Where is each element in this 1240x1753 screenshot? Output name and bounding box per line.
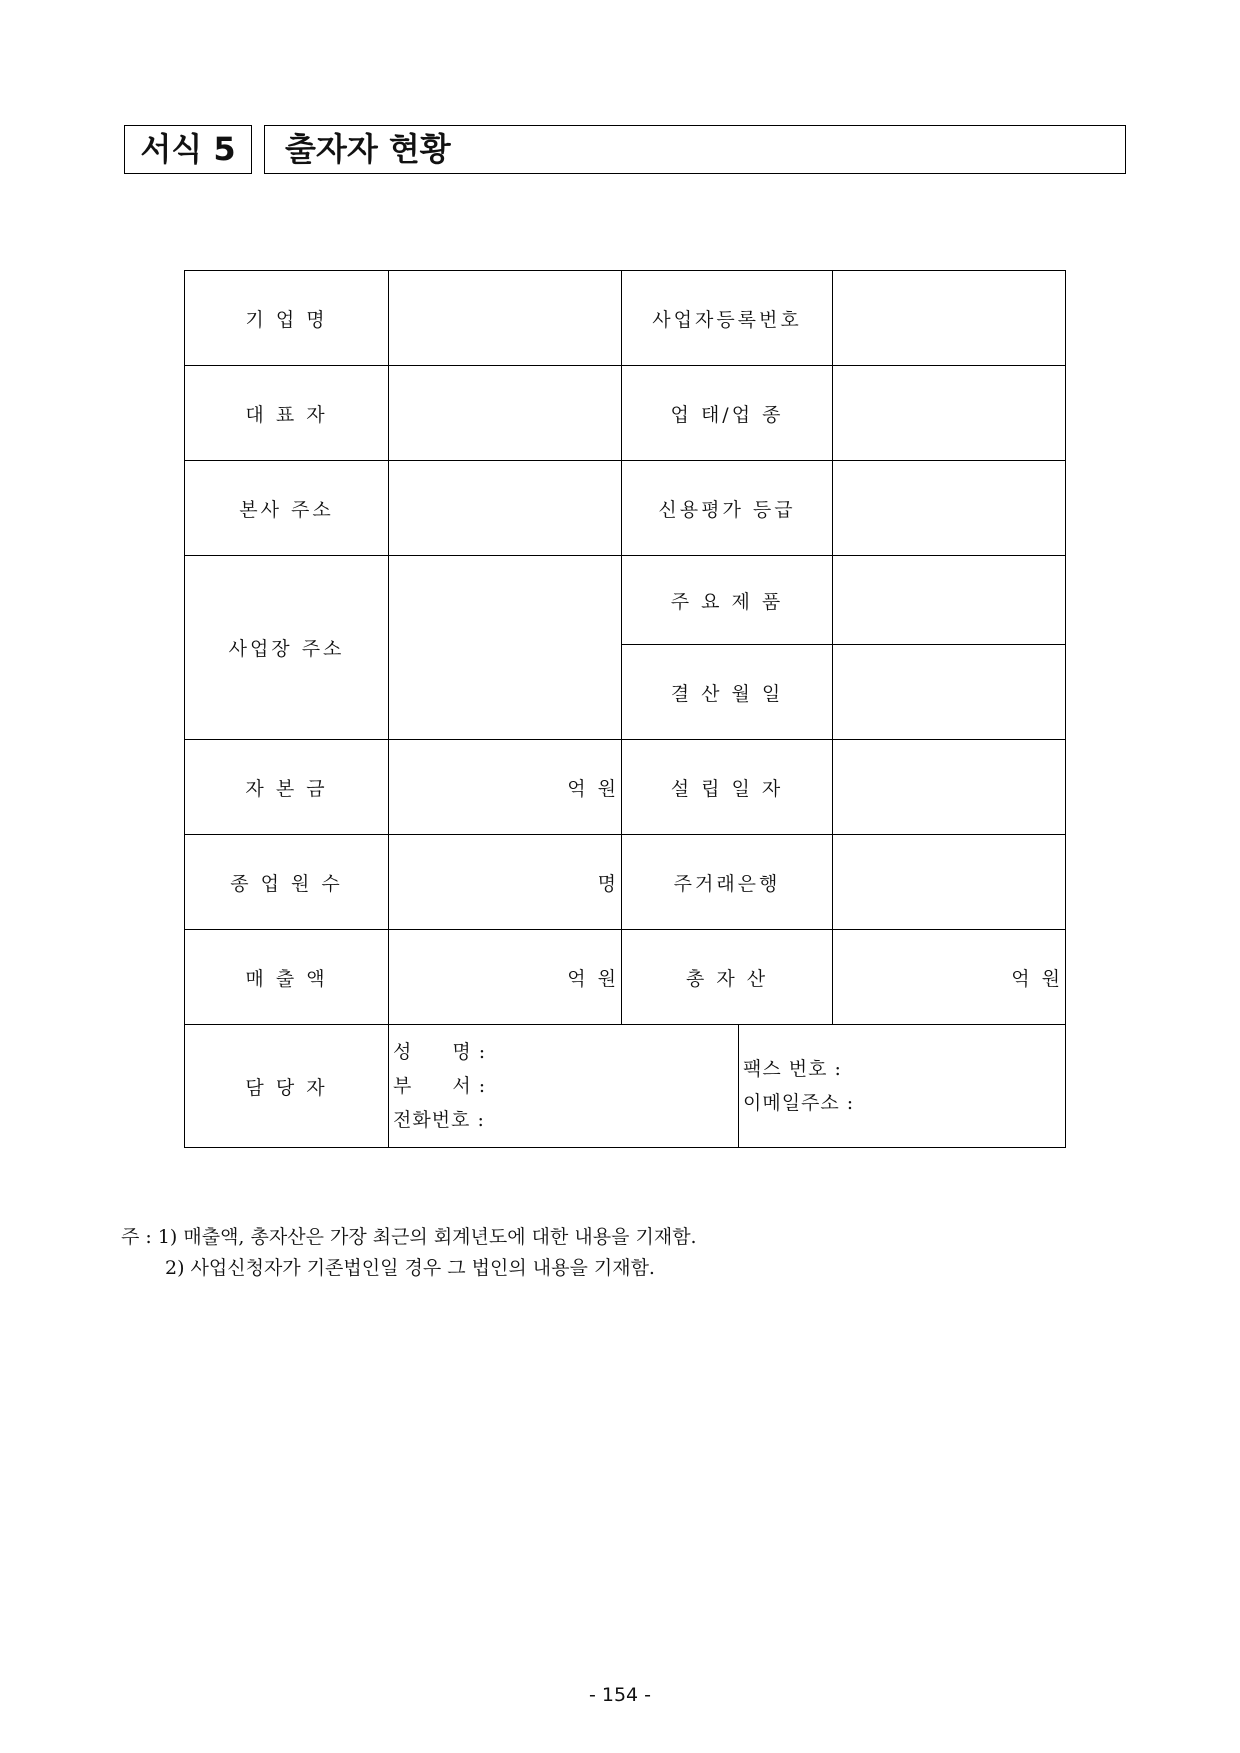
investor-table	[184, 270, 1066, 1148]
note-1: 주 : 1) 매출액, 총자산은 가장 최근의 회계년도에 대한 내용을 기재함.	[121, 1226, 697, 1248]
phone-label: 전화번호 :	[393, 1109, 485, 1131]
label: 총 자 산	[622, 930, 833, 1025]
notes	[121, 1222, 697, 1284]
value-unit[interactable]: 억 원	[389, 930, 622, 1025]
email-label: 이메일주소 :	[743, 1092, 855, 1114]
label: 주 요 제 품	[622, 556, 833, 645]
dept-label: 부 서 :	[393, 1075, 487, 1097]
label: 설 립 일 자	[622, 740, 833, 835]
label: 기 업 명	[185, 271, 389, 366]
value-unit[interactable]: 억 원	[833, 930, 1066, 1025]
fiscal-month-field[interactable]	[833, 645, 1066, 740]
label: 주거래은행	[622, 835, 833, 930]
name-label: 성 명 :	[393, 1041, 487, 1063]
value-unit[interactable]: 억 원	[389, 740, 622, 835]
credit-rating-field[interactable]	[833, 461, 1066, 556]
contact-info-2[interactable]	[739, 1025, 1066, 1148]
label: 종 업 원 수	[185, 835, 389, 930]
label: 본사 주소	[185, 461, 389, 556]
company-name-field[interactable]	[389, 271, 622, 366]
value-field[interactable]	[833, 740, 1066, 835]
label: 대 표 자	[185, 366, 389, 461]
site-address-field[interactable]	[389, 556, 622, 740]
form-number: 서식 5	[124, 125, 252, 174]
note-2: 2) 사업신청자가 기존법인일 경우 그 법인의 내용을 기재함.	[165, 1257, 655, 1279]
hq-address-field[interactable]	[389, 461, 622, 556]
label: 신용평가 등급	[622, 461, 833, 556]
label: 업 태/업 종	[622, 366, 833, 461]
ceo-field[interactable]	[389, 366, 622, 461]
biz-type-field[interactable]	[833, 366, 1066, 461]
label: 사업장 주소	[185, 556, 389, 740]
value-field[interactable]	[833, 835, 1066, 930]
contact-info[interactable]	[389, 1025, 739, 1148]
biz-reg-no-field[interactable]	[833, 271, 1066, 366]
value-unit[interactable]: 명	[389, 835, 622, 930]
fax-label: 팩스 번호 :	[743, 1058, 842, 1080]
label: 사업자등록번호	[622, 271, 833, 366]
main-products-field[interactable]	[833, 556, 1066, 645]
page-title: 출자자 현황	[264, 125, 1126, 174]
label: 매 출 액	[185, 930, 389, 1025]
label: 담 당 자	[185, 1025, 389, 1148]
label: 자 본 금	[185, 740, 389, 835]
page-number: - 154 -	[588, 1684, 652, 1706]
label: 결 산 월 일	[622, 645, 833, 740]
